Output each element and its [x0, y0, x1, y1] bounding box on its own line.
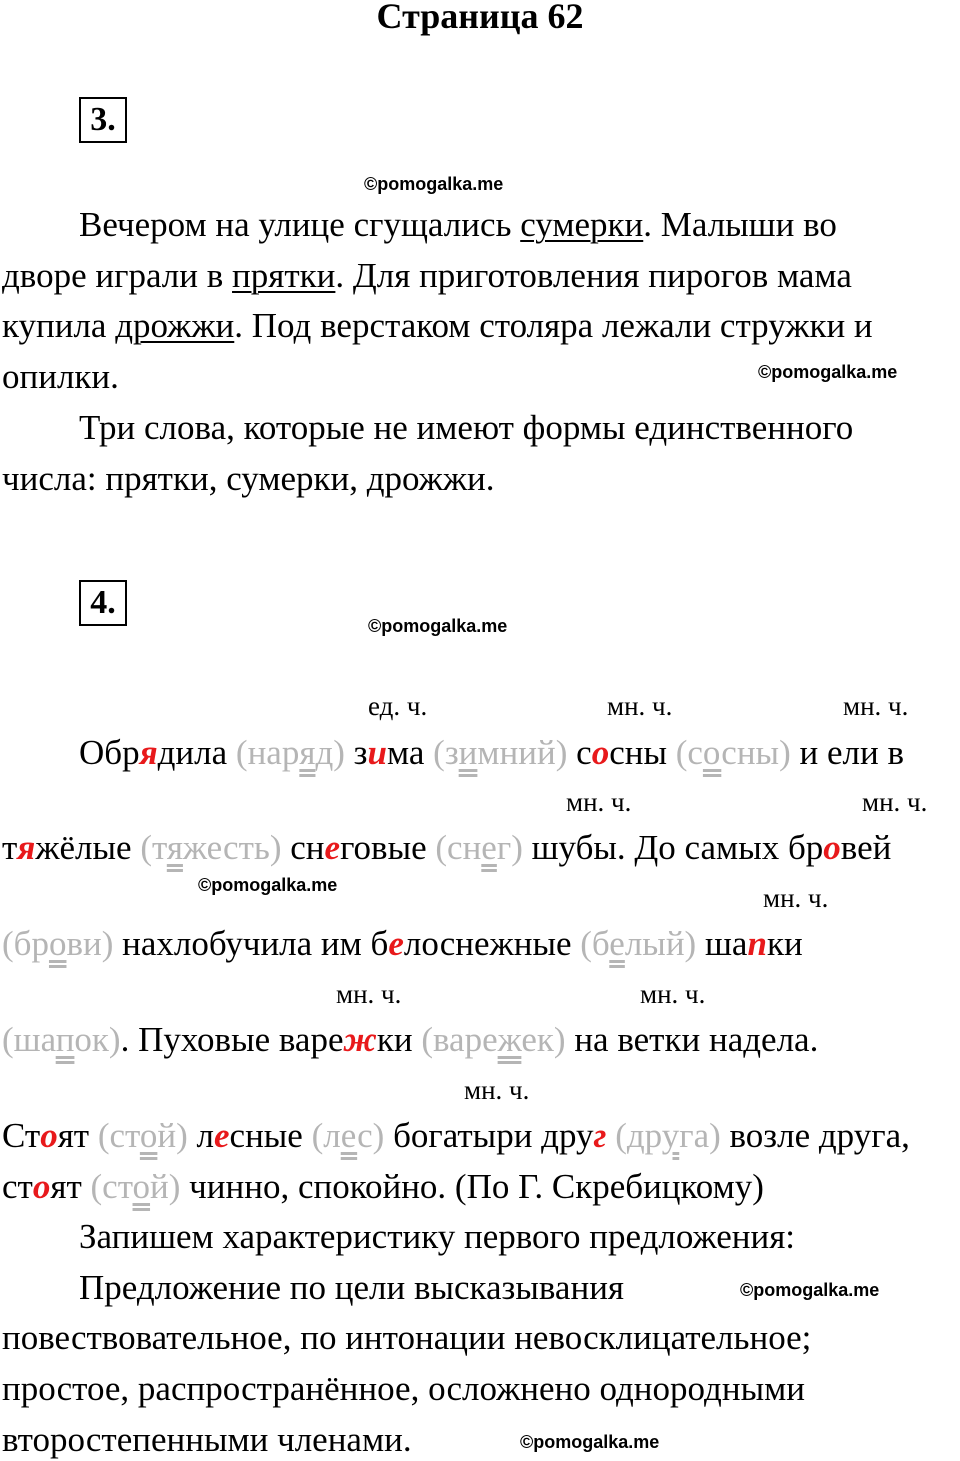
- text-segment: [606, 1116, 615, 1155]
- text-segment: ма: [386, 733, 434, 772]
- text-segment: ша: [696, 924, 748, 963]
- exercise-3-number: 3.: [79, 97, 127, 143]
- text-segment: Вечером на улице сгущались: [79, 205, 521, 244]
- ex4-line: [2, 1167, 764, 1207]
- text-segment: опилки.: [2, 357, 119, 396]
- check-letter: п: [55, 1020, 75, 1059]
- text-segment: лоснежные: [403, 924, 581, 963]
- text-segment: ки: [376, 1020, 422, 1059]
- number-annotation: мн. ч.: [862, 787, 928, 817]
- check-word: (сн: [435, 828, 482, 867]
- ex4-line: [2, 1116, 910, 1156]
- text-segment: богатыри дру: [384, 1116, 594, 1155]
- check-letter: е: [481, 828, 497, 867]
- text-segment: дила: [157, 733, 236, 772]
- ex4-line: [2, 828, 891, 868]
- highlighted-letter: п: [747, 924, 767, 963]
- number-annotation: мн. ч.: [763, 883, 829, 913]
- text-segment: возле друга,: [720, 1116, 910, 1155]
- watermark: ©pomogalka.me: [758, 362, 898, 382]
- check-word: сны): [721, 733, 791, 772]
- check-word: (з: [433, 733, 459, 772]
- check-word: (ша: [2, 1020, 56, 1059]
- number-annotation: мн. ч.: [607, 691, 673, 721]
- text-segment: сны: [609, 733, 676, 772]
- highlighted-letter: е: [388, 924, 404, 963]
- page-title: Страница 62: [376, 0, 584, 36]
- check-letter: о: [48, 924, 67, 963]
- ex3-line: [2, 357, 119, 397]
- check-word: д): [315, 733, 345, 772]
- text-segment: ят: [57, 1116, 98, 1155]
- exercise-4-number: 4.: [79, 580, 127, 626]
- check-letter: я: [299, 733, 316, 772]
- ex3-line: [79, 205, 837, 245]
- check-word: жесть): [182, 828, 282, 867]
- text-segment: ят: [50, 1167, 91, 1206]
- number-annotation: мн. ч.: [464, 1075, 530, 1105]
- text-segment: ст: [2, 1167, 33, 1206]
- text-segment: . Пуховые варе: [120, 1020, 344, 1059]
- characteristic-line: простое, распространённое, осложнено однородными: [2, 1369, 805, 1408]
- check-letter: я: [166, 828, 183, 867]
- check-letter: и: [458, 733, 478, 772]
- highlighted-letter: о: [823, 828, 841, 867]
- watermark: ©pomogalka.me: [198, 875, 338, 895]
- check-word: га): [679, 1116, 721, 1155]
- highlighted-letter: я: [139, 733, 158, 772]
- check-word: ек): [521, 1020, 566, 1059]
- ex4-line: [2, 1020, 818, 1060]
- underlined-word: сумерки: [520, 205, 644, 244]
- text-segment: . Под верстаком столяра лежали стружки и: [234, 306, 873, 345]
- check-letter: е: [609, 924, 625, 963]
- check-word: й): [157, 1116, 188, 1155]
- text-segment: сные: [229, 1116, 312, 1155]
- text-segment: л: [187, 1116, 214, 1155]
- check-letter: о: [702, 733, 722, 772]
- watermark: ©pomogalka.me: [364, 174, 504, 194]
- check-word: (л: [311, 1116, 341, 1155]
- check-word: (с: [675, 733, 703, 772]
- text-segment: шубы. До самых бр: [522, 828, 824, 867]
- ex3-line: [79, 408, 853, 448]
- check-letter: о: [132, 1167, 151, 1206]
- text-segment: . Малыши во: [643, 205, 837, 244]
- highlighted-letter: ж: [343, 1020, 377, 1059]
- text-segment: т: [2, 828, 18, 867]
- text-segment: вей: [840, 828, 892, 867]
- text-segment: Ст: [2, 1116, 41, 1155]
- watermark: ©pomogalka.me: [740, 1280, 880, 1300]
- check-word: (б: [580, 924, 610, 963]
- check-word: (др: [615, 1116, 662, 1155]
- highlighted-letter: я: [17, 828, 36, 867]
- check-word: (варе: [421, 1020, 498, 1059]
- number-annotation: мн. ч.: [566, 787, 632, 817]
- characteristic-line: Запишем характеристику первого предложения:: [79, 1217, 796, 1256]
- text-segment: жёлые: [35, 828, 141, 867]
- text-segment: купила: [2, 306, 116, 345]
- ex4-line: [2, 924, 803, 964]
- text-segment: говые: [340, 828, 436, 867]
- check-word: (т: [140, 828, 167, 867]
- text-segment: с: [567, 733, 592, 772]
- highlighted-letter: г: [593, 1116, 607, 1155]
- number-annotation: мн. ч.: [843, 691, 909, 721]
- characteristic-line: второстепенными членами.: [2, 1420, 412, 1459]
- text-segment: ки: [766, 924, 803, 963]
- text-segment: Три слова, которые не имеют формы единственного: [79, 408, 854, 447]
- check-word: г): [496, 828, 523, 867]
- ex3-line: [2, 256, 852, 296]
- check-word: (нар: [235, 733, 300, 772]
- text-segment: сн: [281, 828, 325, 867]
- number-annotation: мн. ч.: [640, 979, 706, 1009]
- ex3-line: [2, 459, 495, 499]
- text-segment: чинно, спокойно. (По Г. Скребицкому): [180, 1167, 764, 1206]
- check-word: (ст: [97, 1116, 140, 1155]
- ex3-line: [2, 306, 873, 346]
- check-word: ок): [74, 1020, 121, 1059]
- characteristic-line: повествовательное, по интонации невосклицательное;: [2, 1318, 812, 1357]
- text-segment: на ветки надела.: [565, 1020, 819, 1059]
- check-word: й): [150, 1167, 181, 1206]
- check-word: ви): [66, 924, 114, 963]
- characteristic-line: Предложение по цели высказывания: [79, 1268, 625, 1307]
- highlighted-letter: о: [591, 733, 610, 772]
- underlined-word: прятки: [232, 256, 336, 295]
- check-word: с): [357, 1116, 385, 1155]
- watermark: ©pomogalka.me: [368, 616, 508, 636]
- check-letter: ж: [497, 1020, 522, 1059]
- text-segment: дворе играли в: [2, 256, 233, 295]
- text-segment: числа: прятки, сумерки, дрожжи.: [2, 459, 495, 498]
- check-word: лый): [624, 924, 697, 963]
- text-segment: Обр: [79, 733, 140, 772]
- check-letter: е: [340, 1116, 358, 1155]
- watermark: ©pomogalka.me: [520, 1432, 660, 1452]
- text-segment: и ели в: [790, 733, 904, 772]
- highlighted-letter: о: [40, 1116, 58, 1155]
- highlighted-letter: е: [324, 828, 341, 867]
- check-letter: о: [139, 1116, 158, 1155]
- check-letter: у: [661, 1116, 680, 1155]
- text-segment: . Для приготовления пирогов мама: [335, 256, 852, 295]
- text-segment: нахлобучила им б: [113, 924, 389, 963]
- check-word: (ст: [90, 1167, 133, 1206]
- highlighted-letter: о: [32, 1167, 51, 1206]
- highlighted-letter: е: [213, 1116, 230, 1155]
- check-word: мний): [477, 733, 568, 772]
- check-word: (бр: [2, 924, 49, 963]
- ex4-line: [79, 733, 904, 773]
- number-annotation: ед. ч.: [368, 691, 428, 721]
- underlined-word: дрожжи: [115, 306, 235, 345]
- highlighted-letter: и: [367, 733, 387, 772]
- number-annotation: мн. ч.: [336, 979, 402, 1009]
- text-segment: з: [344, 733, 368, 772]
